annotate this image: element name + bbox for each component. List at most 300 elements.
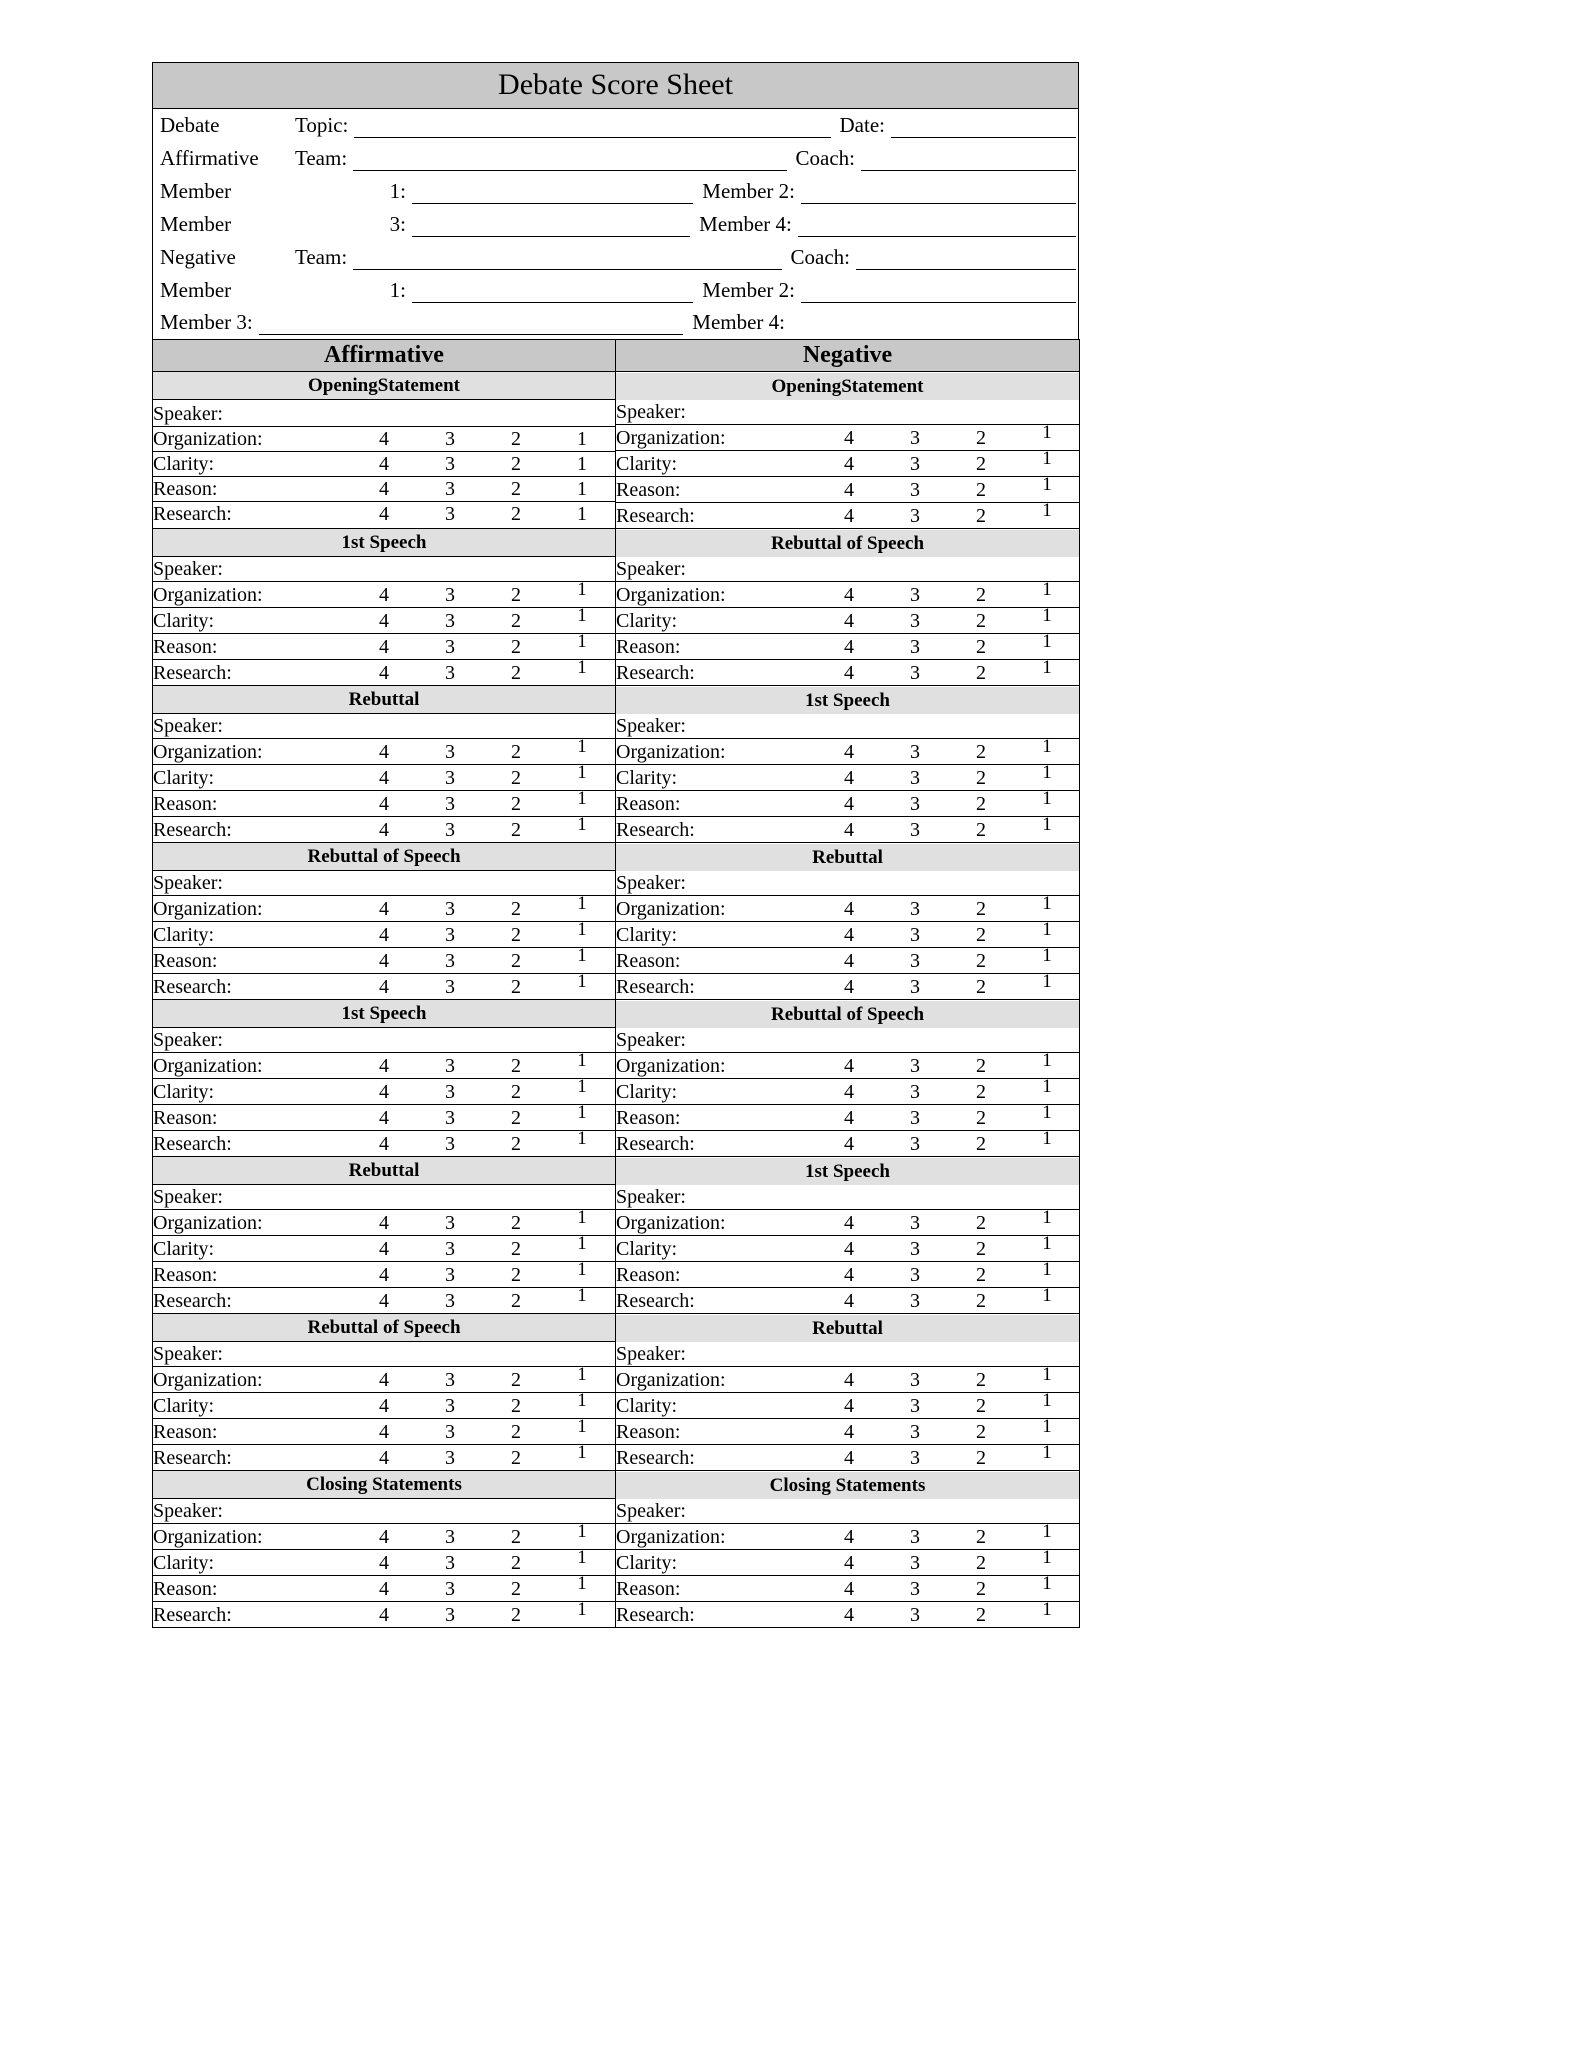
negative-member-4-input-line[interactable]	[791, 334, 1076, 335]
affirmative-score-option-4[interactable]	[351, 1210, 417, 1236]
affirmative-score-option-2[interactable]	[483, 427, 549, 452]
affirmative-score-option-1[interactable]	[549, 1050, 615, 1079]
negative-score-option-2[interactable]	[948, 739, 1014, 765]
negative-coach-input-line[interactable]	[856, 268, 1076, 270]
negative-score-option-2[interactable]	[948, 1367, 1014, 1393]
affirmative-score-option-2[interactable]	[483, 817, 549, 843]
negative-score-option-3[interactable]	[882, 1445, 948, 1471]
negative-score-option-1[interactable]	[1014, 736, 1080, 765]
affirmative-score-option-4[interactable]	[351, 1602, 417, 1628]
affirmative-score-option-1[interactable]	[549, 502, 615, 527]
speaker-row[interactable]	[153, 557, 615, 582]
affirmative-score-option-3[interactable]	[417, 1262, 483, 1288]
affirmative-score-option-3[interactable]	[417, 1576, 483, 1602]
score-value: 1	[1042, 1076, 1052, 1098]
affirmative-score-option-2[interactable]	[483, 1576, 549, 1602]
affirmative-score-option-2[interactable]	[483, 739, 549, 765]
negative-score-option-3[interactable]	[882, 1576, 948, 1602]
speaker-row[interactable]	[153, 714, 615, 739]
affirmative-score-option-2[interactable]	[483, 765, 549, 791]
affirmative-score-option-2[interactable]	[483, 791, 549, 817]
affirmative-score-option-4[interactable]	[351, 1550, 417, 1576]
negative-score-option-1[interactable]	[1014, 919, 1080, 948]
affirmative-score-option-4[interactable]	[351, 817, 417, 843]
negative-score-option-1[interactable]	[1014, 1547, 1080, 1576]
negative-score-option-2[interactable]	[948, 1288, 1014, 1314]
negative-score-option-3[interactable]	[882, 660, 948, 686]
affirmative-score-option-3[interactable]	[417, 948, 483, 974]
affirmative-score-option-1[interactable]	[549, 1128, 615, 1157]
affirmative-score-option-3[interactable]	[417, 1367, 483, 1393]
negative-score-option-1[interactable]	[1014, 893, 1080, 922]
negative-score-option-2[interactable]	[948, 791, 1014, 817]
affirmative-score-option-1[interactable]	[549, 814, 615, 843]
speaker-row[interactable]	[153, 1499, 615, 1524]
negative-score-option-1[interactable]	[1014, 1416, 1080, 1445]
negative-score-option-3[interactable]	[882, 1419, 948, 1445]
affirmative-score-option-3[interactable]	[417, 608, 483, 634]
affirmative-section-block	[153, 1185, 616, 1314]
negative-score-option-4[interactable]	[816, 1131, 882, 1157]
negative-score-option-4[interactable]	[816, 817, 882, 843]
affirmative-score-option-1[interactable]	[549, 1233, 615, 1262]
affirmative-score-option-4[interactable]	[351, 1419, 417, 1445]
affirmative-score-option-3[interactable]	[417, 1524, 483, 1550]
affirmative-score-option-2[interactable]	[483, 1053, 549, 1079]
negative-score-option-1[interactable]	[1014, 657, 1080, 686]
negative-score-option-2[interactable]	[948, 1131, 1014, 1157]
affirmative-score-option-4[interactable]	[351, 1393, 417, 1419]
affirmative-score-option-2[interactable]	[483, 608, 549, 634]
affirmative-score-option-4[interactable]	[351, 974, 417, 1000]
negative-score-option-4[interactable]	[816, 608, 882, 634]
affirmative-score-option-2[interactable]	[483, 1210, 549, 1236]
affirmative-score-option-4[interactable]	[351, 608, 417, 634]
negative-team-input-line[interactable]	[353, 268, 781, 270]
negative-score-option-2[interactable]	[948, 974, 1014, 1000]
score-value: 3	[910, 1551, 920, 1574]
topic-input-line[interactable]	[354, 136, 830, 138]
affirmative-score-option-3[interactable]	[417, 634, 483, 660]
negative-score-option-4[interactable]	[816, 1053, 882, 1079]
score-value: 1	[1042, 605, 1052, 627]
negative-score-option-1[interactable]	[1014, 788, 1080, 817]
negative-score-option-1[interactable]	[1014, 422, 1080, 451]
affirmative-score-option-4[interactable]	[351, 1524, 417, 1550]
criterion-row	[153, 922, 615, 948]
negative-score-option-4[interactable]	[816, 1288, 882, 1314]
negative-score-option-2[interactable]	[948, 1210, 1014, 1236]
negative-score-option-4[interactable]	[816, 974, 882, 1000]
negative-score-option-3[interactable]	[882, 503, 948, 529]
negative-score-option-1[interactable]	[1014, 1285, 1080, 1314]
negative-score-option-3[interactable]	[882, 896, 948, 922]
negative-score-option-3[interactable]	[882, 1550, 948, 1576]
negative-score-option-1[interactable]	[1014, 474, 1080, 503]
affirmative-score-option-3[interactable]	[417, 502, 483, 527]
affirmative-score-option-1[interactable]	[549, 1364, 615, 1393]
score-value: 2	[976, 478, 986, 501]
negative-member-3-input-line[interactable]	[259, 333, 684, 335]
negative-score-option-1[interactable]	[1014, 631, 1080, 660]
negative-score-option-3[interactable]	[882, 765, 948, 791]
negative-score-option-4[interactable]	[816, 425, 882, 451]
score-value: 3	[910, 949, 920, 972]
negative-score-option-2[interactable]	[948, 425, 1014, 451]
negative-score-option-4[interactable]	[816, 503, 882, 529]
negative-score-option-3[interactable]	[882, 791, 948, 817]
affirmative-member-2-input-line[interactable]	[801, 202, 1076, 204]
negative-score-option-4[interactable]	[816, 1367, 882, 1393]
affirmative-score-option-3[interactable]	[417, 1419, 483, 1445]
negative-score-option-1[interactable]	[1014, 1573, 1080, 1602]
affirmative-score-option-1[interactable]	[549, 1390, 615, 1419]
affirmative-score-option-2[interactable]	[483, 452, 549, 477]
negative-score-option-3[interactable]	[882, 1602, 948, 1628]
affirmative-score-option-1[interactable]	[549, 631, 615, 660]
affirmative-score-option-3[interactable]	[417, 1393, 483, 1419]
affirmative-score-option-2[interactable]	[483, 974, 549, 1000]
affirmative-score-option-1[interactable]	[549, 1547, 615, 1576]
negative-score-option-3[interactable]	[882, 451, 948, 477]
negative-score-option-3[interactable]	[882, 1393, 948, 1419]
affirmative-score-option-1[interactable]	[549, 1442, 615, 1471]
affirmative-score-option-2[interactable]	[483, 502, 549, 527]
negative-score-option-3[interactable]	[882, 1079, 948, 1105]
affirmative-score-option-1[interactable]	[549, 945, 615, 974]
affirmative-score-option-4[interactable]	[351, 477, 417, 502]
negative-score-option-4[interactable]	[816, 791, 882, 817]
negative-score-option-4[interactable]	[816, 765, 882, 791]
negative-score-option-2[interactable]	[948, 634, 1014, 660]
affirmative-member-3-input-line[interactable]	[412, 235, 690, 237]
affirmative-score-option-4[interactable]	[351, 1262, 417, 1288]
score-value: 4	[379, 583, 389, 606]
speaker-row[interactable]	[616, 557, 1080, 582]
negative-score-option-1[interactable]	[1014, 1599, 1080, 1628]
negative-score-option-4[interactable]	[816, 451, 882, 477]
affirmative-score-option-1[interactable]	[549, 788, 615, 817]
affirmative-score-option-3[interactable]	[417, 1105, 483, 1131]
negative-score-option-3[interactable]	[882, 1367, 948, 1393]
affirmative-score-option-2[interactable]	[483, 896, 549, 922]
speaker-row[interactable]	[616, 714, 1080, 739]
negative-score-option-3[interactable]	[882, 1288, 948, 1314]
affirmative-score-option-1[interactable]	[549, 762, 615, 791]
negative-score-option-3[interactable]	[882, 1524, 948, 1550]
negative-score-option-3[interactable]	[882, 974, 948, 1000]
negative-score-option-2[interactable]	[948, 660, 1014, 686]
negative-score-option-1[interactable]	[1014, 1076, 1080, 1105]
speaker-row[interactable]	[153, 402, 615, 427]
negative-score-option-3[interactable]	[882, 477, 948, 503]
affirmative-score-option-1[interactable]	[549, 1599, 615, 1628]
negative-score-option-2[interactable]	[948, 1550, 1014, 1576]
affirmative-criteria-table	[153, 557, 615, 685]
affirmative-score-option-3[interactable]	[417, 974, 483, 1000]
negative-score-option-3[interactable]	[882, 1131, 948, 1157]
affirmative-score-option-4[interactable]	[351, 1367, 417, 1393]
affirmative-score-option-3[interactable]	[417, 1445, 483, 1471]
negative-score-option-4[interactable]	[816, 1105, 882, 1131]
affirmative-score-option-3[interactable]	[417, 1550, 483, 1576]
negative-score-option-3[interactable]	[882, 948, 948, 974]
negative-score-option-2[interactable]	[948, 608, 1014, 634]
affirmative-score-option-3[interactable]	[417, 817, 483, 843]
negative-score-option-1[interactable]	[1014, 1259, 1080, 1288]
affirmative-score-option-2[interactable]	[483, 1367, 549, 1393]
negative-score-option-1[interactable]	[1014, 814, 1080, 843]
negative-score-option-4[interactable]	[816, 1079, 882, 1105]
negative-score-option-4[interactable]	[816, 1445, 882, 1471]
affirmative-score-option-1[interactable]	[549, 1259, 615, 1288]
affirmative-score-option-3[interactable]	[417, 739, 483, 765]
speaker-row[interactable]	[616, 1028, 1080, 1053]
negative-score-option-1[interactable]	[1014, 500, 1080, 529]
negative-member-2-input-line[interactable]	[801, 301, 1076, 303]
affirmative-score-option-1[interactable]	[549, 452, 615, 477]
affirmative-coach-input-line[interactable]	[861, 169, 1076, 171]
negative-score-option-3[interactable]	[882, 1210, 948, 1236]
speaker-row[interactable]	[616, 1342, 1080, 1367]
negative-score-option-2[interactable]	[948, 582, 1014, 608]
negative-score-option-1[interactable]	[1014, 1442, 1080, 1471]
negative-score-option-2[interactable]	[948, 503, 1014, 529]
negative-score-option-3[interactable]	[882, 1262, 948, 1288]
speaker-row[interactable]	[153, 1342, 615, 1367]
affirmative-score-option-2[interactable]	[483, 1550, 549, 1576]
score-value: 1	[577, 1547, 587, 1569]
section-header-row	[153, 1471, 1080, 1499]
affirmative-score-option-1[interactable]	[549, 477, 615, 502]
affirmative-score-option-3[interactable]	[417, 765, 483, 791]
affirmative-score-option-4[interactable]	[351, 660, 417, 686]
affirmative-score-option-2[interactable]	[483, 1105, 549, 1131]
negative-score-option-4[interactable]	[816, 1236, 882, 1262]
affirmative-member-4-input-line[interactable]	[798, 235, 1076, 237]
affirmative-score-option-3[interactable]	[417, 896, 483, 922]
affirmative-score-option-1[interactable]	[549, 919, 615, 948]
speaker-row[interactable]	[153, 1028, 615, 1053]
speaker-row[interactable]	[616, 400, 1080, 425]
negative-score-option-3[interactable]	[882, 817, 948, 843]
negative-score-option-2[interactable]	[948, 948, 1014, 974]
negative-score-option-3[interactable]	[882, 1105, 948, 1131]
affirmative-score-option-2[interactable]	[483, 922, 549, 948]
affirmative-score-option-1[interactable]	[549, 1285, 615, 1314]
affirmative-score-option-3[interactable]	[417, 582, 483, 608]
affirmative-score-option-1[interactable]	[549, 1076, 615, 1105]
negative-score-option-2[interactable]	[948, 451, 1014, 477]
affirmative-member-1-input-line[interactable]	[412, 202, 693, 204]
affirmative-score-option-2[interactable]	[483, 948, 549, 974]
date-input-line[interactable]	[891, 136, 1076, 138]
score-value: 1	[1042, 1207, 1052, 1229]
affirmative-score-option-4[interactable]	[351, 1105, 417, 1131]
negative-score-option-3[interactable]	[882, 425, 948, 451]
affirmative-score-option-4[interactable]	[351, 1288, 417, 1314]
affirmative-score-option-1[interactable]	[549, 427, 615, 452]
negative-score-option-2[interactable]	[948, 1053, 1014, 1079]
negative-score-option-3[interactable]	[882, 1236, 948, 1262]
affirmative-score-option-3[interactable]	[417, 922, 483, 948]
affirmative-score-option-4[interactable]	[351, 1131, 417, 1157]
affirmative-score-option-3[interactable]	[417, 1131, 483, 1157]
affirmative-score-option-4[interactable]	[351, 922, 417, 948]
affirmative-score-option-4[interactable]	[351, 452, 417, 477]
negative-score-option-2[interactable]	[948, 765, 1014, 791]
speaker-row[interactable]	[616, 1185, 1080, 1210]
affirmative-score-option-3[interactable]	[417, 1288, 483, 1314]
affirmative-score-option-4[interactable]	[351, 1576, 417, 1602]
negative-score-option-4[interactable]	[816, 1210, 882, 1236]
affirmative-score-option-4[interactable]	[351, 502, 417, 527]
affirmative-score-option-1[interactable]	[549, 1207, 615, 1236]
negative-score-option-1[interactable]	[1014, 1050, 1080, 1079]
negative-score-option-4[interactable]	[816, 896, 882, 922]
affirmative-score-option-2[interactable]	[483, 1131, 549, 1157]
speaker-row[interactable]	[616, 871, 1080, 896]
affirmative-score-option-4[interactable]	[351, 427, 417, 452]
criterion-row	[616, 922, 1080, 948]
affirmative-score-option-3[interactable]	[417, 1602, 483, 1628]
affirmative-score-option-3[interactable]	[417, 427, 483, 452]
negative-score-option-2[interactable]	[948, 1393, 1014, 1419]
negative-member-1-input-line[interactable]	[412, 301, 693, 303]
negative-score-option-1[interactable]	[1014, 762, 1080, 791]
speaker-row[interactable]	[153, 871, 615, 896]
affirmative-score-option-2[interactable]	[483, 634, 549, 660]
negative-score-option-2[interactable]	[948, 1105, 1014, 1131]
negative-score-option-4[interactable]	[816, 1262, 882, 1288]
negative-score-option-1[interactable]	[1014, 605, 1080, 634]
negative-score-option-2[interactable]	[948, 1524, 1014, 1550]
affirmative-score-option-1[interactable]	[549, 1521, 615, 1550]
affirmative-score-option-4[interactable]	[351, 791, 417, 817]
negative-score-option-4[interactable]	[816, 1524, 882, 1550]
negative-score-option-2[interactable]	[948, 1236, 1014, 1262]
negative-score-option-4[interactable]	[816, 922, 882, 948]
affirmative-score-option-2[interactable]	[483, 1445, 549, 1471]
negative-score-option-3[interactable]	[882, 739, 948, 765]
negative-score-option-2[interactable]	[948, 1602, 1014, 1628]
negative-score-option-3[interactable]	[882, 582, 948, 608]
affirmative-score-option-2[interactable]	[483, 1079, 549, 1105]
affirmative-score-option-2[interactable]	[483, 582, 549, 608]
negative-score-option-2[interactable]	[948, 1262, 1014, 1288]
affirmative-score-option-3[interactable]	[417, 452, 483, 477]
speaker-row[interactable]	[153, 1185, 615, 1210]
negative-score-option-2[interactable]	[948, 817, 1014, 843]
affirmative-score-option-1[interactable]	[549, 657, 615, 686]
affirmative-score-option-3[interactable]	[417, 1079, 483, 1105]
negative-score-option-2[interactable]	[948, 896, 1014, 922]
negative-score-option-4[interactable]	[816, 1419, 882, 1445]
negative-score-option-4[interactable]	[816, 1576, 882, 1602]
affirmative-score-option-3[interactable]	[417, 660, 483, 686]
affirmative-score-option-4[interactable]	[351, 1079, 417, 1105]
affirmative-score-option-1[interactable]	[549, 1102, 615, 1131]
negative-score-option-1[interactable]	[1014, 1102, 1080, 1131]
affirmative-score-option-3[interactable]	[417, 477, 483, 502]
negative-score-option-1[interactable]	[1014, 1521, 1080, 1550]
affirmative-score-option-2[interactable]	[483, 1602, 549, 1628]
affirmative-score-option-4[interactable]	[351, 739, 417, 765]
affirmative-score-option-1[interactable]	[549, 736, 615, 765]
negative-score-option-4[interactable]	[816, 739, 882, 765]
negative-score-option-1[interactable]	[1014, 971, 1080, 1000]
affirmative-score-option-3[interactable]	[417, 1210, 483, 1236]
negative-score-option-3[interactable]	[882, 608, 948, 634]
affirmative-score-option-2[interactable]	[483, 1524, 549, 1550]
negative-score-option-3[interactable]	[882, 922, 948, 948]
negative-score-option-4[interactable]	[816, 660, 882, 686]
affirmative-score-option-4[interactable]	[351, 1445, 417, 1471]
negative-score-option-2[interactable]	[948, 1445, 1014, 1471]
negative-score-option-4[interactable]	[816, 1602, 882, 1628]
affirmative-score-option-4[interactable]	[351, 1236, 417, 1262]
affirmative-score-option-4[interactable]	[351, 896, 417, 922]
affirmative-score-option-1[interactable]	[549, 605, 615, 634]
affirmative-score-option-4[interactable]	[351, 948, 417, 974]
affirmative-score-option-1[interactable]	[549, 579, 615, 608]
negative-score-option-2[interactable]	[948, 922, 1014, 948]
negative-score-option-2[interactable]	[948, 477, 1014, 503]
negative-score-option-1[interactable]	[1014, 1233, 1080, 1262]
negative-score-option-4[interactable]	[816, 477, 882, 503]
affirmative-score-option-2[interactable]	[483, 477, 549, 502]
affirmative-score-option-4[interactable]	[351, 1053, 417, 1079]
affirmative-score-option-3[interactable]	[417, 1053, 483, 1079]
negative-score-option-2[interactable]	[948, 1576, 1014, 1602]
affirmative-score-option-4[interactable]	[351, 765, 417, 791]
affirmative-score-option-3[interactable]	[417, 791, 483, 817]
negative-score-option-1[interactable]	[1014, 1128, 1080, 1157]
negative-score-option-3[interactable]	[882, 1053, 948, 1079]
affirmative-score-option-2[interactable]	[483, 1288, 549, 1314]
negative-score-option-4[interactable]	[816, 634, 882, 660]
negative-score-option-2[interactable]	[948, 1419, 1014, 1445]
negative-score-option-1[interactable]	[1014, 945, 1080, 974]
affirmative-team-input-line[interactable]	[353, 169, 786, 171]
negative-score-option-4[interactable]	[816, 948, 882, 974]
negative-score-option-1[interactable]	[1014, 579, 1080, 608]
affirmative-score-option-1[interactable]	[549, 1573, 615, 1602]
negative-score-option-1[interactable]	[1014, 448, 1080, 477]
affirmative-score-option-1[interactable]	[549, 971, 615, 1000]
affirmative-score-option-2[interactable]	[483, 660, 549, 686]
negative-score-option-4[interactable]	[816, 1393, 882, 1419]
negative-score-option-2[interactable]	[948, 1079, 1014, 1105]
negative-score-option-4[interactable]	[816, 1550, 882, 1576]
affirmative-criterion-label: Clarity:	[153, 1550, 351, 1576]
affirmative-score-option-2[interactable]	[483, 1419, 549, 1445]
affirmative-score-option-1[interactable]	[549, 1416, 615, 1445]
affirmative-score-option-4[interactable]	[351, 634, 417, 660]
negative-score-option-1[interactable]	[1014, 1364, 1080, 1393]
speaker-row[interactable]	[616, 1499, 1080, 1524]
affirmative-score-option-4[interactable]	[351, 582, 417, 608]
negative-score-option-4[interactable]	[816, 582, 882, 608]
negative-score-option-3[interactable]	[882, 634, 948, 660]
affirmative-score-option-2[interactable]	[483, 1393, 549, 1419]
negative-score-option-1[interactable]	[1014, 1207, 1080, 1236]
affirmative-score-option-2[interactable]	[483, 1236, 549, 1262]
affirmative-score-option-3[interactable]	[417, 1236, 483, 1262]
negative-score-option-1[interactable]	[1014, 1390, 1080, 1419]
affirmative-score-option-2[interactable]	[483, 1262, 549, 1288]
affirmative-score-option-1[interactable]	[549, 893, 615, 922]
